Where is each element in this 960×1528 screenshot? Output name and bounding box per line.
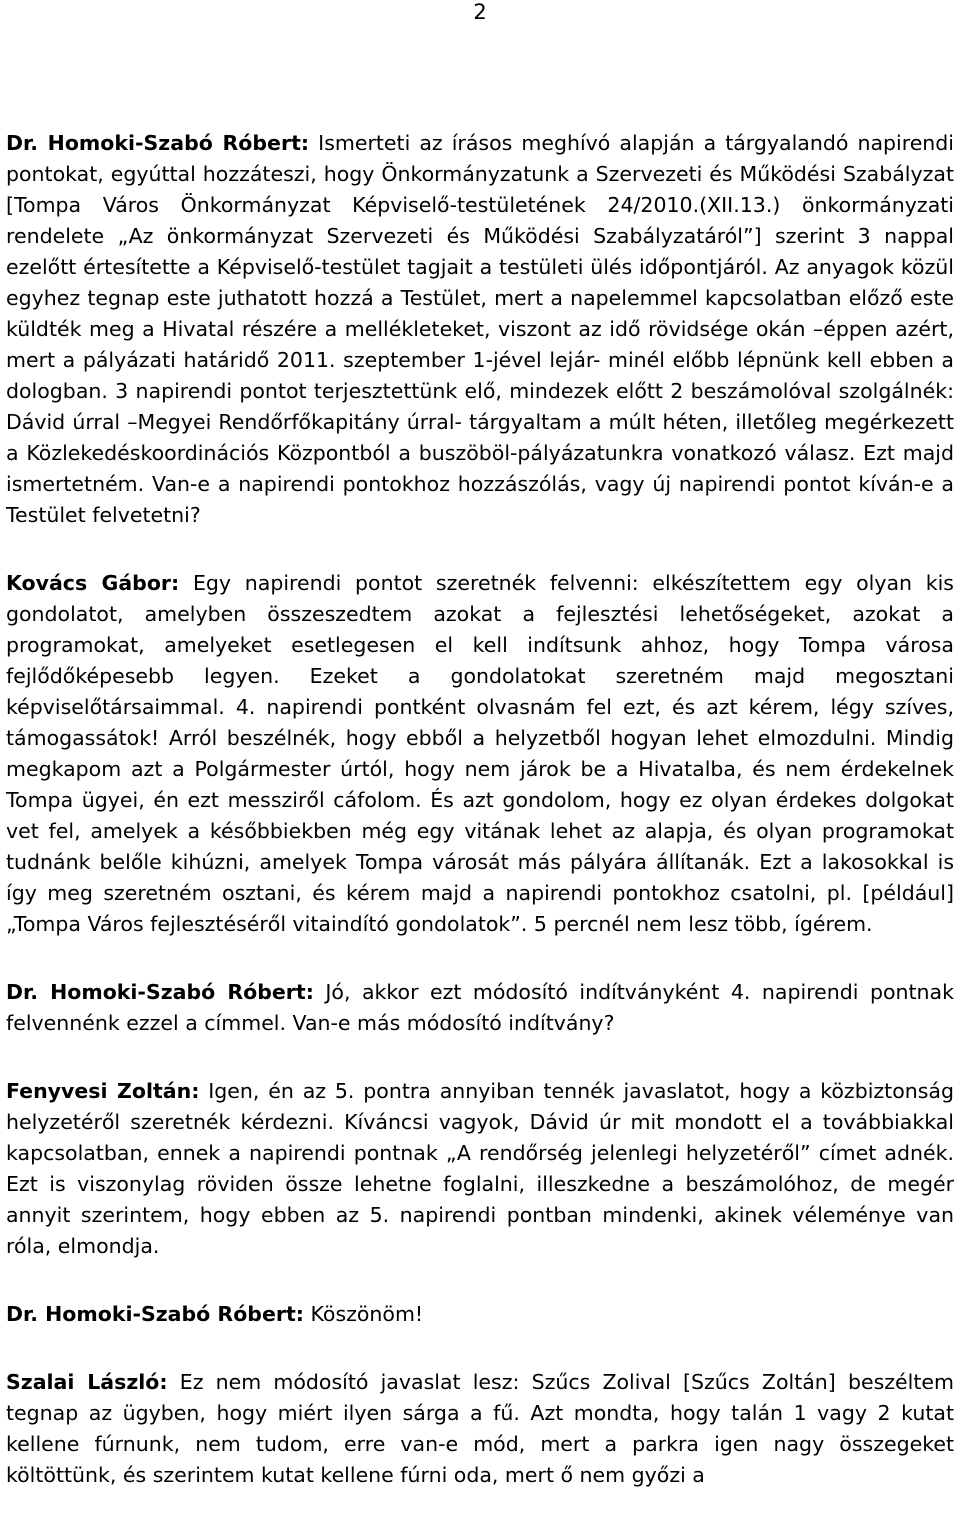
paragraph xyxy=(6,1367,954,1491)
page-number: 2 xyxy=(473,0,487,24)
speaker-name: Szalai László: xyxy=(6,1370,168,1394)
paragraph xyxy=(6,977,954,1039)
paragraph-text: Köszönöm! xyxy=(303,1302,424,1326)
speaker-name: Dr. Homoki-Szabó Róbert: xyxy=(6,131,310,155)
speaker-name: Dr. Homoki-Szabó Róbert: xyxy=(6,980,314,1004)
speaker-name: Dr. Homoki-Szabó Róbert: xyxy=(6,1302,304,1326)
paragraph-text: Ez nem módosító javaslat lesz: Szűcs Zolival [Szűcs Zoltán] beszéltem tegnap az ügyben, hogy miért ilyen sárga a fű. Azt mondta, hogy talán 1 vagy 2 kutat kellene fúrnunk, nem tudom, erre van-e mód, mert a parkra igen nagy összegeket költöttünk, és szerintem kutat kellene fúrni oda, mert ő nem győzi a xyxy=(6,1370,954,1487)
paragraph xyxy=(6,128,954,531)
paragraph xyxy=(6,1076,954,1262)
document-body xyxy=(6,128,954,1528)
paragraph xyxy=(6,1299,954,1330)
paragraph-text: Ismerteti az írásos meghívó alapján a tárgyalandó napirendi pontokat, egyúttal hozzáteszi, hogy Önkormányzatunk a Szervezeti és Működési Szabályzat [Tompa Város Önkormányzat Képviselő-testületének 24/2010.(XII.13.) önkormányzati rendelete „Az önkormányzat Szervezeti és Működési Szabályzatáról”] szerint 3 nappal ezelőtt értesítette a Képviselő-testület tagjait a testületi ülés időpontjáról. Az anyagok közül egyhez tegnap este juthatott hozzá a Testület, mert a napelemmel kapcsolatban előző este küldték meg a Hivatal részére a mellékleteket, viszont az idő rövidsége okán –éppen azért, mert a pályázati határidő 2011. szeptember 1-jével lejár- minél előbb lépnünk kell ebben a dologban. 3 napirendi pontot terjesztettünk elő, mindezek előtt 2 beszámolóval szolgálnék: Dávid úrral –Megyei Rendőrfőkapitány úrral- tárgyaltam a múlt héten, illetőleg megérkezett a Közlekedéskoordinációs Központból a buszöböl-pályázatunkra vonatkozó válasz. Ezt majd ismertetném. Van-e a napirendi pontokhoz hozzászólás, vagy új napirendi pontot kíván-e a Testület felvetetni? xyxy=(6,131,955,527)
paragraph-text: Igen, én az 5. pontra annyiban tennék javaslatot, hogy a közbiztonság helyzetéről szeretnék kérdezni. Kíváncsi vagyok, Dávid úr mit mondott el a továbbiakkal kapcsolatban, ennek a napirendi pontnak „A rendőrség jelenlegi helyzetéről” címet adnék. Ezt is viszonylag röviden össze lehetne foglalni, illeszkedne a beszámolóhoz, de megér annyit szerintem, hogy ebben az 5. napirendi pontban mindenki, akinek véleménye van róla, elmondja. xyxy=(6,1079,954,1258)
speaker-name: Fenyvesi Zoltán: xyxy=(6,1079,200,1103)
paragraph xyxy=(6,568,954,940)
paragraph-text: Egy napirendi pontot szeretnék felvenni: elkészítettem egy olyan kis gondolatot, amelyben összeszedtem azokat a fejlesztési lehetőségeket, azokat a programokat, amelyeket esetlegesen el kell indítsunk ahhoz, hogy Tompa városa fejlődőképesebb legyen. Ezeket a gondolatokat szeretném majd megosztani képviselőtársaimmal. 4. napirendi pontként olvasnám fel ezt, és azt kérem, légy szíves, támogassátok! Arról beszélnék, hogy ebből a helyzetből hogyan lehet elmozdulni. Mindig megkapom azt a Polgármester úrtól, hogy nem járok be a Hivatalba, és nem érdekelnek Tompa ügyei, én ezt messziről cáfolom. És azt gondolom, hogy ez olyan érdekes dolgokat vet fel, amelyek a későbbiekben még egy vitának lehet az alapja, és olyan programokat tudnánk belőle kihúzni, amelyek Tompa városát más pályára állítanák. Ezt a lakosokkal is így meg szeretném osztani, és kérem majd a napirendi pontokhoz csatolni, pl. [például] „Tompa Város fejlesztéséről vitaindító gondolatok”. 5 percnél nem lesz több, ígérem. xyxy=(6,571,954,936)
paragraph-text: Jó, akkor ezt módosító indítványként 4. napirendi pontnak felvennénk ezzel a címmel. Van-e más módosító indítvány? xyxy=(6,980,954,1035)
speaker-name: Kovács Gábor: xyxy=(6,571,180,595)
